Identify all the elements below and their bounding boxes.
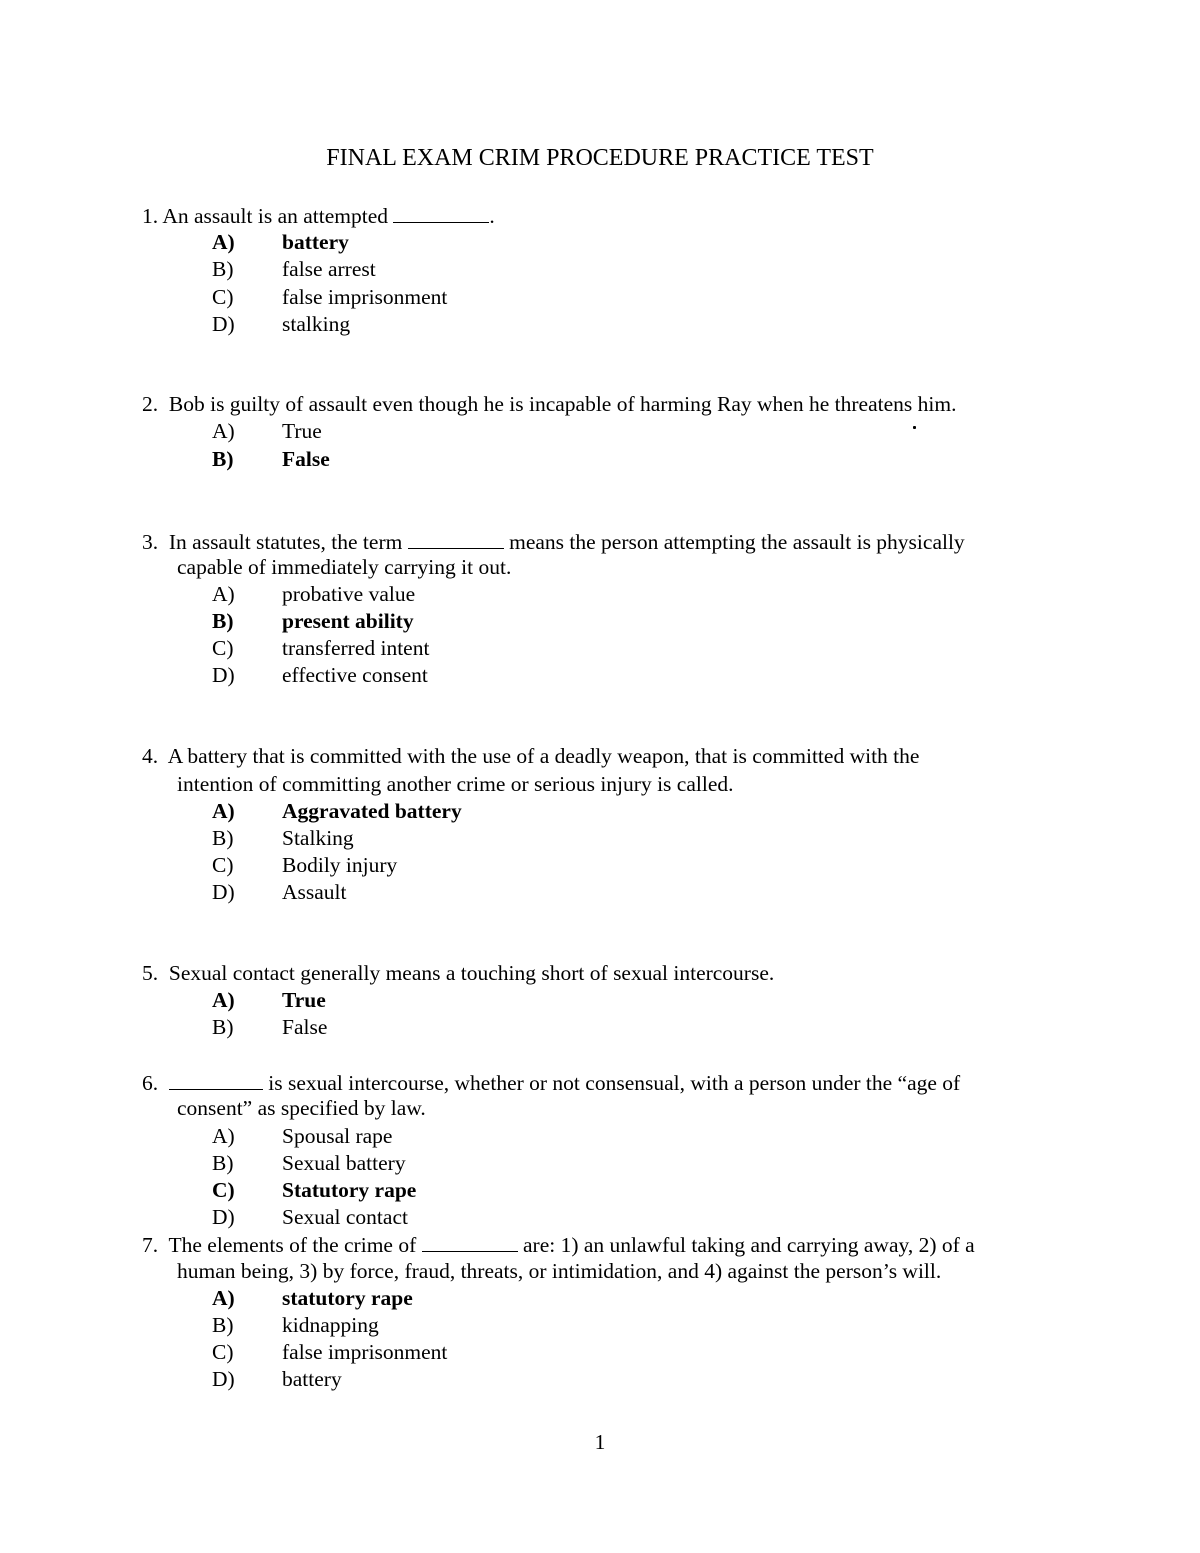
option-letter: B) [212,257,234,281]
question-text: Bob is guilty of assault even though he is incapable of harming Ray when he threatens him. [168,392,957,416]
option-letter: A) [212,230,235,254]
option-letter: C) [212,1178,235,1202]
question-6-stem [142,1071,960,1095]
option-text: present ability [282,609,414,633]
option-text: false arrest [282,257,376,281]
option-letter: D) [212,880,235,904]
option-letter: B) [212,1015,234,1039]
option-text: battery [282,1367,342,1391]
option-text: battery [282,230,349,254]
question-text: Sexual contact generally means a touching short of sexual intercourse. [168,961,775,985]
question-text: A battery that is committed with the use of a deadly weapon, that is committed with the [167,744,920,768]
option-text: Sexual battery [282,1151,406,1175]
question-number: 7. [142,1233,159,1257]
option-text: True [282,988,326,1012]
option-letter: B) [212,1313,234,1337]
question-1-stem [142,204,495,228]
option-text: False [282,1015,328,1039]
question-2-stem [142,394,956,416]
option-letter: A) [212,1124,235,1148]
answer-blank [422,1233,518,1252]
question-3-stem [142,530,965,554]
option-letter: A) [212,1286,235,1310]
question-text-line2: human being, 3) by force, fraud, threats, or intimidation, and 4) against the person’s will. [177,1259,942,1283]
option-text: Stalking [282,826,354,850]
option-letter: D) [212,1367,235,1391]
option-letter: A) [212,582,235,606]
option-text: transferred intent [282,636,430,660]
question-4-stem [142,746,919,768]
option-letter: C) [212,1340,234,1364]
option-letter: A) [212,419,235,443]
option-letter: B) [212,447,234,471]
option-letter: D) [212,1205,235,1229]
option-text: False [282,447,330,471]
option-text: Assault [282,880,347,904]
option-text: statutory rape [282,1286,413,1310]
option-text: Aggravated battery [282,799,462,823]
answer-blank [169,1071,263,1090]
option-text: Statutory rape [282,1178,417,1202]
option-text: Bodily injury [282,853,398,877]
option-text: True [282,419,322,443]
question-text-after: . [489,204,495,228]
option-letter: C) [212,853,234,877]
option-letter: B) [212,826,234,850]
option-text: false imprisonment [282,1340,448,1364]
option-letter: A) [212,799,235,823]
answer-blank [408,530,504,549]
page-title: FINAL EXAM CRIM PROCEDURE PRACTICE TEST [326,145,874,171]
page-number: 1 [594,1430,606,1454]
option-letter: A) [212,988,235,1012]
option-letter: B) [212,609,234,633]
option-text: probative value [282,582,416,606]
question-number: 6. [142,1071,159,1095]
question-text-line2: intention of committing another crime or serious injury is called. [177,772,734,796]
question-number: 5. [142,961,159,985]
option-text: Sexual contact [282,1205,408,1229]
question-text: An assault is an attempted [162,204,394,228]
option-letter: D) [212,663,235,687]
question-text-after: are: 1) an unlawful taking and carrying away, 2) of a [517,1233,975,1257]
option-letter: B) [212,1151,234,1175]
option-text: Spousal rape [282,1124,393,1148]
question-number: 2. [142,392,159,416]
question-text-after: is sexual intercourse, whether or not consensual, with a person under the “age of [262,1071,961,1095]
option-text: false imprisonment [282,285,448,309]
option-text: effective consent [282,663,428,687]
question-number: 3. [142,530,159,554]
question-5-stem [142,963,774,985]
question-text: In assault statutes, the term [168,530,408,554]
option-letter: C) [212,636,234,660]
stray-mark [913,426,916,429]
question-text-after: means the person attempting the assault is physically [503,530,965,554]
option-letter: C) [212,285,234,309]
option-text: stalking [282,312,351,336]
question-7-stem [142,1233,975,1257]
question-number: 4. [142,744,159,768]
question-text-line2: consent” as specified by law. [177,1096,426,1120]
answer-blank [393,204,489,223]
question-text-line2: capable of immediately carrying it out. [177,555,512,579]
question-number: 1. [142,204,159,228]
question-text: The elements of the crime of [168,1233,422,1257]
option-letter: D) [212,312,235,336]
option-text: kidnapping [282,1313,379,1337]
